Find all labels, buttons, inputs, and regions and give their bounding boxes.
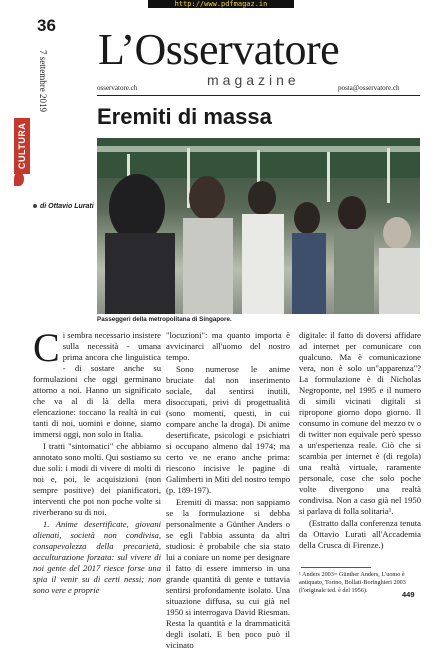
email-link[interactable]: posta@osservatore.ch [338,84,400,92]
paragraph: I tratti "sintomatici" che abbiamo annotato sono molti. Qui sostiamo su due soli: i modi di vivere di molti di noi e, poi, le acquisizioni (non sempre positive) dei pianificatori, interventi che poi non poche volte si riverberano su di noi. [33,441,161,517]
article-title: Eremiti di massa [97,104,272,129]
footnote-rule [301,567,371,568]
folio-number: 449 [402,590,415,599]
section-tab: CULTURA [14,118,30,174]
photo-caption: Passeggeri della metropolitana di Singapore. [97,316,232,323]
paragraph: 1. Anime desertificate, giovani alienati, società non condivisa, consapevolezza della precarietà, acculturazione forzata: sul vivere di noi gente del 2017 riesce forse una spia il venir su di certi nessi; non sono vere e proprie [33,519,161,595]
section-swirl-icon [14,172,24,186]
paragraph: "locuzioni": ma quanto importa è avvicinarci all'uomo del nostro tempo. [166,330,290,362]
masthead-logo: L’Osservatore [98,25,340,74]
bullet-icon [33,204,37,208]
paragraph: digitale: il fatto di doversi affidare ad internet per comunicare con qualcuno. Ma è comunicazione vera, non è solo un"apparenza"? La formulazione è di Nicholas Negroponte, nel 1995 e il numero di simili vicinati digitali si ripropone giorno dopo giorno. Il consumo in comune del mezzo tv o di twitter non equivale però spesso a un'esperienza reale. Ciò che si scambia per internet è (di regola) una realtà virtuale, raramente personale, cose che solo poche volte divergono una realtà condivisa. Non a caso già nel 1950 si parlava di folla solitaria¹. [299,330,421,516]
byline [33,203,94,210]
article-column-2 [166,330,290,652]
paragraph: Eremiti di massa: non sappiamo se la formulazione si debba personalmente a Günther Anders o se egli l'abbia assunta da altri studiosi: è probabile che sia stato lui a coniare un nome per designare il fatto di essere immerso in una grande quantità di gente e tuttavia sentirsi profondamente isolato. Una situazione diffusa, su cui già nel 1950 si interrogava David Riesman. Resta la quantità e la drammaticità degli isolati. E ben poco può il vicinato [166,497,290,650]
paragraph: (Estratto dalla conferenza tenuta da Ottavio Lurati all'Accademia della Crusca di Firenze.) [299,518,421,550]
masthead-subtitle: magazine [207,72,300,88]
drop-cap: C [33,325,60,370]
paragraph: Sono numerose le anime bruciate dal non inserimento sociale, dal sentirsi inutili, disoccupati, privi di progettualità (sono momenti, questi, in cui compare anche la droga). Di anime desertificate, psicologi e psichiatri si occupano almeno dal 1974; ma certo ve ne erano anche prima: riescono incisive le pagine di Galimberti in Miti del nostro tempo (p. 189-197). [166,364,290,495]
article-column-3 [299,330,421,552]
masthead-rule [97,95,420,96]
author-name: di Ottavio Lurati [40,203,94,210]
footnote: ¹ Anders 2003= Günther Anders, L'uomo è antiquato, Torino, Bollati-Boringhieri 2003 (l'originale ted. è del 1956). [299,571,406,594]
watermark-banner: http://www.pdfmagaz.in [148,0,294,8]
paragraph: Ci sembra necessario insistere sulla necessità - umana prima ancora che linguistica - di sostare anche su formulazioni che oggi germinano attorno a noi. Hanno un significato che va al di là della mera elencazione: toccano la realtà in cui tanti di noi, uomini e donne, siamo immersi oggi, non solo in Italia. [33,325,161,439]
issue-date: 7 settembre 2019 [38,50,48,112]
article-column-1 [33,325,161,597]
website-link[interactable]: osservatore.ch [97,84,138,92]
subway-passengers-image [97,138,420,314]
article-photo [97,138,420,314]
page-number: 36 [37,16,56,35]
